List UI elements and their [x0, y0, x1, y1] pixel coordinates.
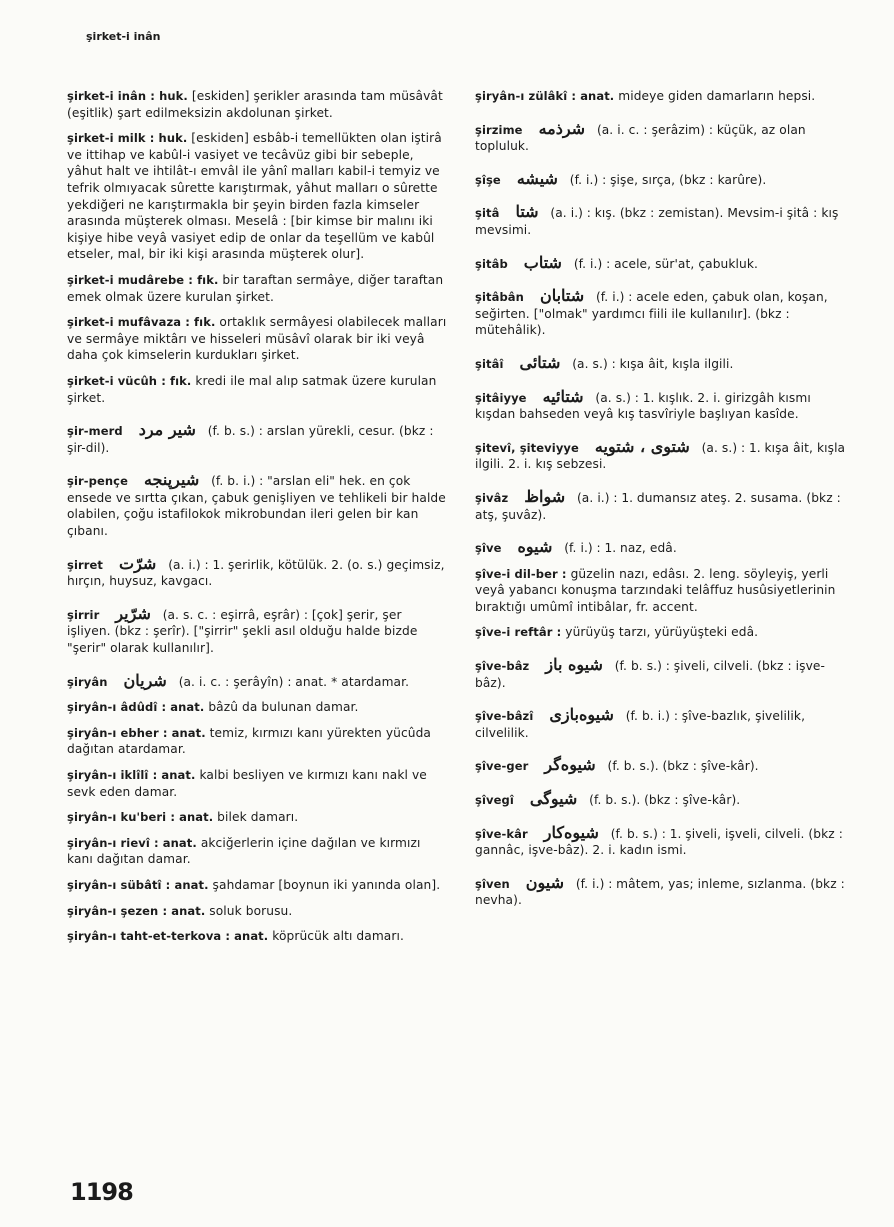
dictionary-entry: [475, 88, 853, 105]
dictionary-entry: [475, 352, 853, 373]
entry-definition: (a. s.) : 1. kışa âit, kışla ilgili. 2. i. kış sebzesi.: [475, 440, 846, 472]
dictionary-entry: [67, 809, 449, 826]
entry-definition: (a. i. c. : şerâyîn) : anat. * atardamar.: [174, 674, 410, 689]
entry-definition: (f. b. s.) : arslan yürekli, cesur. (bkz : şir-dil).: [67, 424, 434, 455]
entry-arabic-script: شیون: [525, 872, 565, 892]
entry-headword: şirket-i inân : huk.: [67, 89, 188, 103]
entry-arabic-script: شتاب: [523, 252, 562, 272]
entry-arabic-script: شیوه: [517, 537, 553, 557]
entry-headword: şîve-kâr: [475, 826, 528, 841]
entry-headword: şitâb: [475, 256, 508, 271]
entry-headword: şiryân-ı sübâtî : anat.: [67, 877, 209, 892]
entry-headword: şîve-i reftâr :: [475, 625, 562, 640]
dictionary-entry: [475, 872, 853, 909]
entry-definition: akciğerlerin içine dağılan ve kırmızı kanı dağıtan damar.: [67, 835, 421, 867]
entry-definition: ortaklık sermâyesi olabilecek malları ve sermâye miktârı ve hisseleri müsâvî olarak bir iki veyâ daha çok kimselerin kurdukları şirket.: [67, 315, 447, 363]
dictionary-entry: [475, 624, 853, 641]
dictionary-entry: [67, 835, 449, 868]
entry-arabic-script: شیوه‌کار: [543, 822, 599, 842]
dictionary-entry: [67, 903, 449, 920]
dictionary-entry: [67, 472, 449, 539]
entry-headword: şirrir: [67, 607, 100, 622]
entry-definition: (f. i.) : 1. naz, edâ.: [560, 541, 677, 556]
entry-headword: şîve-i dil-ber :: [475, 566, 567, 581]
dictionary-entry: [475, 204, 853, 238]
entry-definition: (f. b. i.) : "arslan eli" hek. en çok ensede ve sırtta çıkan, çabuk genişliyen ve tehlikeli bir halde olabilen, çoğu istafilokok mikrobundan ileri gelen bir kan çıbanı.: [67, 474, 446, 539]
entry-definition: (a. i.) : 1. dumansız ateş. 2. susama. (bkz : atş, şuvâz).: [475, 490, 841, 522]
left-column: [67, 88, 449, 954]
entry-definition: kredi ile mal alıp satmak üzere kurulan şirket.: [67, 373, 437, 405]
entry-arabic-script: شرّت: [119, 553, 157, 573]
dictionary-entry: [67, 725, 449, 758]
entry-headword: şiryân-ı taht-et-terkova : anat.: [67, 929, 269, 944]
entry-headword: şîve: [475, 541, 502, 556]
entry-definition: [eskiden] esbâb-i temellükten olan iştirâ ve ittihap ve kabûl-i vasiyet ve tecâvüz gibi bir sebeple, yâhut halt ve ihtilât-ı emvâl ile yânî malları kabil-i temyiz ve tefrik olmıyacak sûrette karıştırmak, yâhut malları o sûrette yekdiğeri ne karıştırmakla bir şeyin birden fazla kimseler arasında müşterek olması. Meselâ : [bir kimse bir malını iki kişiye hibe veyâ vasiyet edip de onlar da teşellüm ve kabûl etseler, mal, bir iki kişi arasında müşterek olur].: [67, 131, 442, 262]
entry-arabic-script: شواظ: [524, 486, 566, 506]
entry-arabic-script: شرذمه: [538, 118, 586, 138]
dictionary-entry: [67, 877, 449, 894]
entry-headword: şitâbân: [475, 290, 524, 305]
entry-headword: şitâî: [475, 356, 504, 371]
entry-arabic-script: شتائیه: [542, 386, 584, 406]
entry-headword: şiryân-ı âdûdî : anat.: [67, 700, 205, 715]
entry-arabic-script: شیرپنجه: [143, 470, 200, 490]
entry-definition: (f. b. i.) : şîve-bazlık, şivelilik, cilvelilik.: [475, 709, 806, 740]
entry-arabic-script: شیوه‌بازی: [549, 705, 614, 725]
entry-definition: (a. i. c. : şerâzim) : küçük, az olan topluluk.: [475, 122, 806, 154]
dictionary-entry: [475, 386, 853, 423]
entry-headword: şirket-i milk : huk.: [67, 131, 188, 146]
entry-arabic-script: شرّیر: [115, 603, 151, 623]
entry-definition: (f. b. s.) : 1. şiveli, işveli, cilveli. (bkz : gannâc, işve-bâz). 2. i. kadın ismi.: [475, 826, 843, 858]
dictionary-entry: [475, 791, 853, 809]
entry-headword: şiryân-ı iklîlî : anat.: [67, 768, 196, 782]
entry-headword: şir-pençe: [67, 474, 128, 489]
entry-headword: şirket-i mufâvaza : fık.: [67, 315, 216, 330]
entry-headword: şiryân-ı zülâkî : anat.: [475, 89, 615, 103]
entry-definition: temiz, kırmızı kanı yürekten yücûda dağıtan atardamar.: [67, 725, 431, 757]
entry-arabic-script: شریان: [123, 670, 167, 690]
entry-headword: şîve-bâz: [475, 659, 530, 674]
dictionary-entry: [67, 88, 449, 121]
dictionary-entry: [67, 272, 449, 305]
entry-definition: (a. s.) : kışa âit, kışla ilgili.: [568, 356, 734, 371]
entry-arabic-script: شتائی: [519, 352, 561, 372]
dictionary-entry: [67, 928, 449, 945]
dictionary-entry: [67, 553, 449, 590]
dictionary-entry: [67, 422, 449, 456]
entry-headword: şiryân-ı şezen : anat.: [67, 903, 206, 918]
entry-headword: şîve-ger: [475, 759, 529, 774]
entry-headword: şiryân: [67, 674, 108, 689]
entry-arabic-script: شیوه باز: [545, 655, 603, 675]
entry-headword: şirket-i mudârebe : fık.: [67, 272, 219, 287]
entry-definition: (a. i.) : 1. şerirlik, kötülük. 2. (o. s.) geçimsiz, hırçın, huysuz, kavgacı.: [67, 557, 445, 589]
dictionary-entry: [475, 566, 853, 616]
entry-headword: şîvegî: [475, 793, 514, 808]
entry-headword: şirret: [67, 557, 104, 572]
entry-definition: (f. i.) : acele eden, çabuk olan, koşan, seğirten. ["olmak" yardımcı fiili ile kullanılır]. (bkz : mütehâlik).: [475, 290, 828, 338]
entry-headword: şitâ: [475, 206, 500, 221]
entry-arabic-script: شتوی ، شتویه: [594, 436, 690, 456]
entry-headword: şirket-i vücûh : fık.: [67, 373, 192, 388]
entry-definition: (f. i.) : mâtem, yas; inleme, sızlanma. (bkz : nevha).: [475, 876, 845, 908]
entry-headword: şirzime: [475, 122, 523, 137]
dictionary-entry: [475, 822, 853, 859]
entry-definition: bir taraftan sermâye, diğer taraftan emek olmak üzere kurulan şirket.: [67, 272, 444, 304]
dictionary-entry: [67, 699, 449, 716]
entry-definition: soluk borusu.: [205, 903, 293, 918]
entry-definition: kalbi besliyen ve kırmızı kanı nakl ve sevk eden damar.: [67, 768, 427, 799]
entry-definition: [eskiden] şerikler arasında tam müsâvât (eşitlik) şart edilmeksizin akdolunan şirket.: [67, 89, 443, 120]
entry-definition: (a. s. c. : eşirrâ, eşrâr) : [çok] şerir, şer işliyen. (bkz : şerîr). ["şirrir" şekli asıl olduğu halde bizde "şerir" olarak kullanılır].: [67, 607, 418, 656]
dictionary-entry: [475, 486, 853, 523]
entry-definition: (f. b. s.). (bkz : şîve-kâr).: [603, 759, 759, 774]
entry-headword: şitâiyye: [475, 390, 527, 405]
running-header: şirket-i inân: [86, 30, 161, 43]
entry-definition: köprücük altı damarı.: [268, 929, 404, 944]
dictionary-entry: [475, 118, 853, 155]
entry-definition: (f. i.) : acele, sür'at, çabukluk.: [569, 256, 758, 271]
right-column: [475, 88, 853, 918]
page-number: 1198: [70, 1178, 133, 1206]
entry-definition: (f. b. s.) : şiveli, cilveli. (bkz : işve-bâz).: [475, 659, 825, 690]
entry-definition: (a. i.) : kış. (bkz : zemistan). Mevsim-i şitâ : kış mevsimi.: [475, 206, 839, 237]
entry-definition: güzelin nazı, edâsı. 2. leng. söyleyiş, yerli veyâ yabancı konuşma tarzındaki telâffuz husûsiyetlerinin bıraktığı umûmî intibâlar, fr. accent.: [475, 566, 836, 614]
entry-headword: şiryân-ı rievî : anat.: [67, 835, 197, 850]
dictionary-entry: [67, 130, 449, 263]
entry-definition: (f. i.) : şişe, sırça, (bkz : karûre).: [565, 172, 767, 187]
dictionary-entry: [475, 757, 853, 775]
entry-arabic-script: شیشه: [516, 168, 558, 188]
entry-definition: yürüyüş tarzı, yürüyüşteki edâ.: [561, 625, 759, 640]
entry-arabic-script: شیوگی: [529, 789, 578, 809]
entry-definition: bâzû da bulunan damar.: [204, 700, 359, 715]
dictionary-entry: [67, 603, 449, 657]
entry-arabic-script: شتابان: [539, 286, 585, 306]
entry-headword: şîven: [475, 876, 510, 891]
dictionary-entry: [67, 767, 449, 800]
dictionary-entry: [475, 168, 853, 189]
dictionary-entry: [475, 539, 853, 557]
entry-definition: şahdamar [boynun iki yanında olan].: [208, 877, 441, 892]
entry-definition: (a. s.) : 1. kışlık. 2. i. girizgâh kısmı kışdan bahseden veyâ kış tasvîriyle başlıyan kasîde.: [475, 390, 811, 422]
dictionary-entry: [475, 288, 853, 339]
entry-arabic-script: شیوه‌گر: [544, 755, 596, 775]
entry-headword: şitevî, şiteviyye: [475, 440, 579, 455]
dictionary-entry: [475, 436, 853, 473]
entry-headword: şivâz: [475, 490, 509, 505]
entry-headword: şir-merd: [67, 424, 123, 439]
dictionary-entry: [475, 657, 853, 691]
dictionary-entry: [67, 373, 449, 406]
dictionary-entry: [475, 252, 853, 273]
entry-definition: (f. b. s.). (bkz : şîve-kâr).: [585, 793, 741, 808]
entry-headword: şîve-bâzî: [475, 709, 534, 724]
dictionary-entry: [475, 707, 853, 741]
entry-headword: şiryân-ı ebher : anat.: [67, 725, 206, 740]
entry-arabic-script: شیر مرد: [138, 420, 196, 440]
entry-headword: şîşe: [475, 172, 501, 187]
entry-arabic-script: شتا: [515, 202, 539, 222]
entry-definition: mideye giden damarların hepsi.: [614, 89, 816, 103]
dictionary-entry: [67, 670, 449, 691]
entry-headword: şiryân-ı ku'beri : anat.: [67, 810, 214, 825]
entry-definition: bilek damarı.: [213, 810, 299, 825]
dictionary-entry: [67, 314, 449, 364]
